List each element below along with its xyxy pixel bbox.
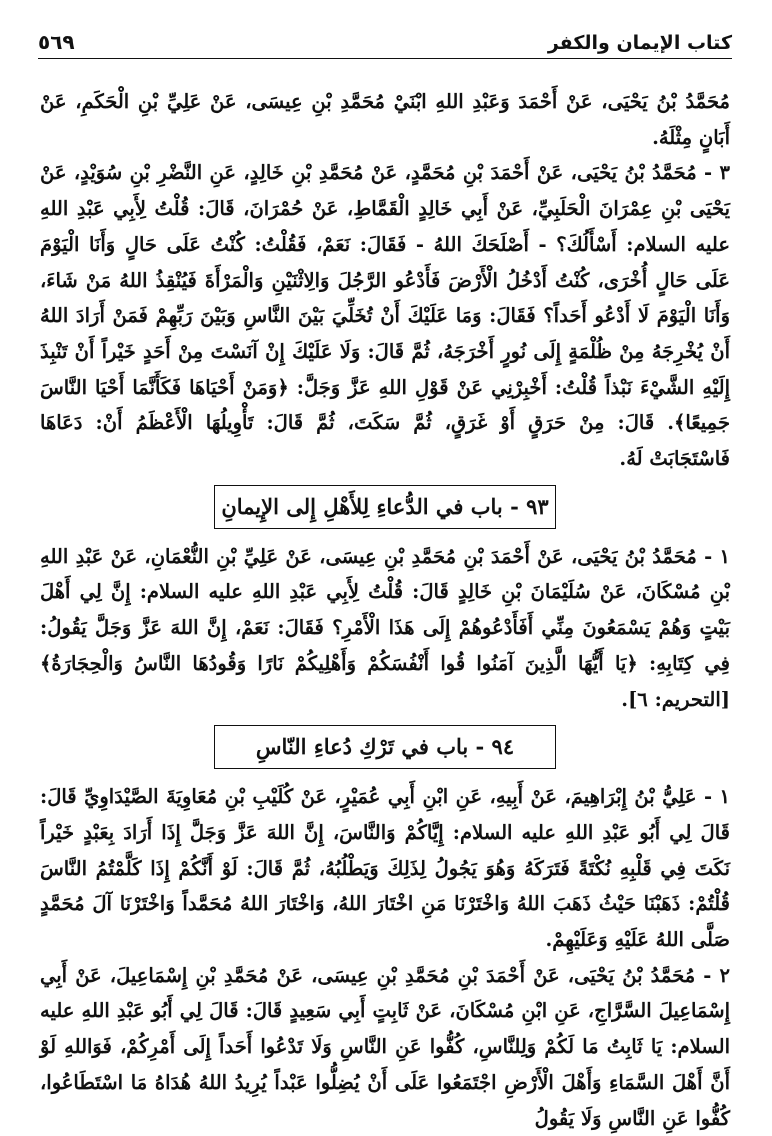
page-number: ٥٦٩	[38, 30, 75, 54]
chapter-heading-93: ٩٣ - باب في الدُّعاءِ لِلأَهْلِ إِلى الإِيمانِ	[214, 485, 556, 529]
hadith-text: ١ - مُحَمَّدُ بْنُ يَحْيَى، عَنْ أَحْمَدَ بْنِ مُحَمَّدِ بْنِ عِيسَى، عَنْ عَلِيِّ بْنِ النُّعْمَانِ، عَنْ عَبْدِ اللهِ بْنِ مُسْكَانَ، عَنْ سُلَيْمَانَ بْنِ خَالِدٍ قَالَ: قُلْتُ لِأَبِي عَبْدِ اللهِ عليه السلام: إِنَّ لِي أَهْلَ بَيْتٍ وَهُمْ يَسْمَعُونَ مِنِّي أَفَأَدْعُوهُمْ إِلَى هَذَا الْأَمْرِ؟ فَقَالَ: نَعَمْ، إِنَّ اللهَ عَزَّ وَجَلَّ يَقُولُ: فِي كِتَابِهِ: ﴿يَا أَيُّهَا الَّذِينَ آمَنُوا قُوا أَنْفُسَكُمْ وَأَهْلِيكُمْ نَارًا وَقُودُهَا النَّاسُ وَالْحِجَارَةُ﴾ [التحريم: ٦].	[40, 544, 730, 711]
hadith-text: ١ - عَلِيُّ بْنُ إِبْرَاهِيمَ، عَنْ أَبِيهِ، عَنِ ابْنِ أَبِي عُمَيْرٍ، عَنْ كُلَيْبِ بْنِ مُعَاوِيَةَ الصَّيْدَاوِيِّ قَالَ: قَالَ لِي أَبُو عَبْدِ اللهِ عليه السلام: إِيَّاكُمْ وَالنَّاسَ، إِنَّ اللهَ عَزَّ وَجَلَّ إِذَا أَرَادَ بِعَبْدٍ خَيْراً نَكَتَ فِي قَلْبِهِ نُكْتَةً فَتَرَكَهُ وَهُوَ يَجُولُ لِذَلِكَ وَيَطْلُبُهُ، ثُمَّ قَالَ: لَوْ أَنَّكُمْ إِذَا كَلَّمْتُمُ النَّاسَ قُلْتُمْ: ذَهَبْنَا حَيْثُ ذَهَبَ اللهُ وَاخْتَرْنَا مَنِ اخْتَارَ اللهُ، وَاخْتَارَ اللهُ مُحَمَّداً وَاخْتَرْنَا آلَ مُحَمَّدٍ صَلَّى اللهُ عَلَيْهِ وَعَلَيْهِمْ.	[40, 785, 730, 952]
page-header	[38, 20, 732, 59]
book-title: كتاب الإيمان والكفر	[547, 32, 732, 54]
hadith-text: ٢ - مُحَمَّدُ بْنُ يَحْيَى، عَنْ أَحْمَدَ بْنِ مُحَمَّدِ بْنِ عِيسَى، عَنْ مُحَمَّدِ بْنِ إِسْمَاعِيلَ، عَنْ أَبِي إِسْمَاعِيلَ السَّرَّاجِ، عَنِ ابْنِ مُسْكَانَ، عَنْ ثَابِتٍ أَبِي سَعِيدٍ قَالَ: قَالَ لِي أَبُو عَبْدِ اللهِ عليه السلام: يَا ثَابِتُ مَا لَكُمْ وَلِلنَّاسِ، كُفُّوا عَنِ النَّاسِ وَلَا تَدْعُوا أَحَداً إِلَى أَمْرِكُمْ، فَوَاللهِ لَوْ أَنَّ أَهْلَ السَّمَاءِ وَأَهْلَ الْأَرْضِ اجْتَمَعُوا عَلَى أَنْ يُضِلُّوا عَبْداً يُرِيدُ اللهُ هُدَاهُ مَا اسْتَطَاعُوا، كُفُّوا عَنِ النَّاسِ وَلَا يَقُولُ	[40, 963, 730, 1130]
hadith-text: ٣ - مُحَمَّدُ بْنُ يَحْيَى، عَنْ أَحْمَدَ بْنِ مُحَمَّدٍ، عَنْ مُحَمَّدِ بْنِ خَالِدٍ، عَنِ النَّضْرِ بْنِ سُوَيْدٍ، عَنْ يَحْيَى بْنِ عِمْرَانَ الْحَلَبِيِّ، عَنْ أَبِي خَالِدٍ الْقَمَّاطِ، عَنْ حُمْرَانَ، قَالَ: قُلْتُ لِأَبِي عَبْدِ اللهِ عليه السلام: أَسْأَلُكَ؟ - أَصْلَحَكَ اللهُ - فَقَالَ: نَعَمْ، فَقُلْتُ: كُنْتُ عَلَى حَالٍ وَأَنَا الْيَوْمَ عَلَى حَالٍ أُخْرَى، كُنْتُ أَدْخُلُ الْأَرْضَ فَأَدْعُو الرَّجُلَ وَالِاثْنَيْنِ وَالْمَرْأَةَ فَيُنْقِذُ اللهُ مَنْ شَاءَ، وَأَنَا الْيَوْمَ لَا أَدْعُو أَحَداً؟ فَقَالَ: وَمَا عَلَيْكَ أَنْ تُخَلِّيَ بَيْنَ النَّاسِ وَبَيْنَ رَبِّهِمْ فَمَنْ أَرَادَ اللهُ أَنْ يُخْرِجَهُ مِنْ ظُلْمَةٍ إِلَى نُورٍ أَخْرَجَهُ، ثُمَّ قَالَ: وَلَا عَلَيْكَ إِنْ آنَسْتَ مِنْ أَحَدٍ خَيْراً أَنْ تَنْبِذَ إِلَيْهِ الشَّيْءَ نَبْذاً قُلْتُ: أَخْبِرْنِي عَنْ قَوْلِ اللهِ عَزَّ وَجَلَّ: ﴿وَمَنْ أَحْيَاهَا فَكَأَنَّمَا أَحْيَا النَّاسَ جَمِيعًا﴾. قَالَ: مِنْ حَرَقٍ أَوْ غَرَقٍ، ثُمَّ سَكَتَ، ثُمَّ قَالَ: تَأْوِيلُهَا الْأَعْظَمُ أَنْ: دَعَاهَا فَاسْتَجَابَتْ لَهُ.	[40, 161, 730, 471]
hadith-text: مُحَمَّدُ بْنُ يَحْيَى، عَنْ أَحْمَدَ وَعَبْدِ اللهِ ابْنَيْ مُحَمَّدِ بْنِ عِيسَى، عَنْ عَلِيِّ بْنِ الْحَكَمِ، عَنْ أَبَانٍ مِثْلَهُ.	[40, 90, 730, 149]
chapter-heading-94: ٩٤ - باب في تَرْكِ دُعاءِ النّاسِ	[214, 725, 556, 769]
page-body	[40, 84, 730, 1136]
